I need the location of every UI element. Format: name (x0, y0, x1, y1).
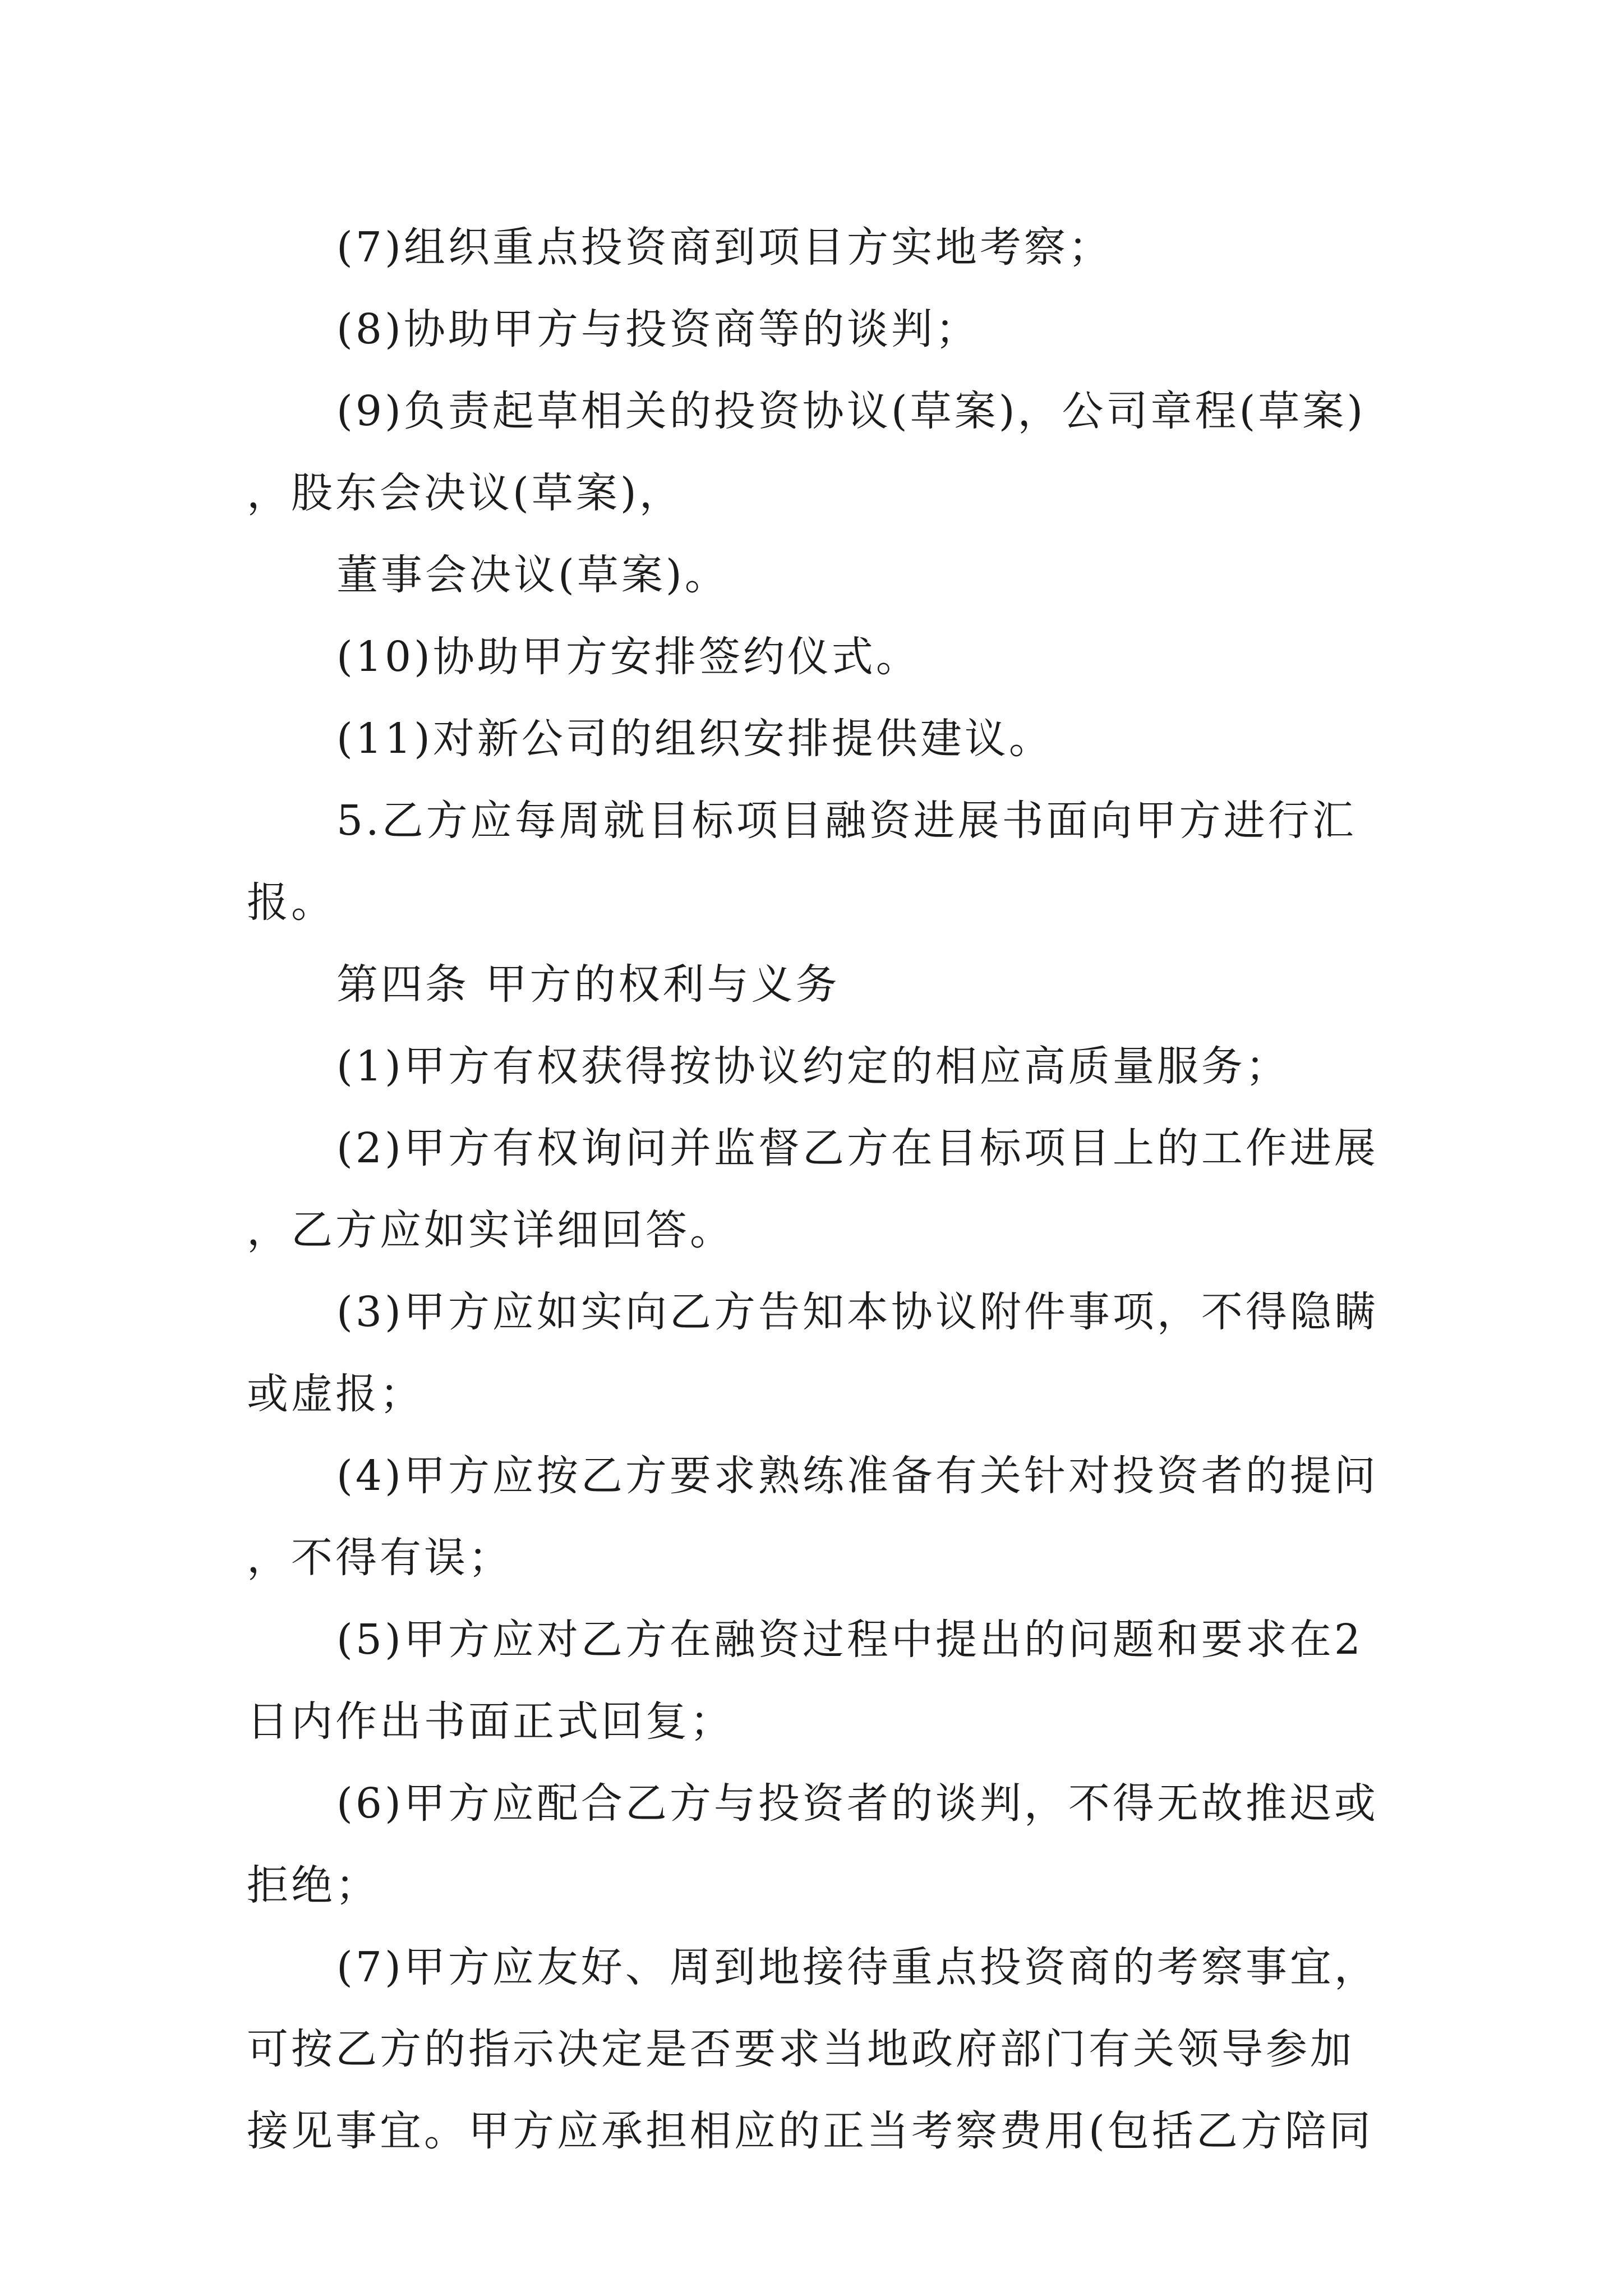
paragraph-item-11-organization: (11)对新公司的组织安排提供建议。 (336, 715, 1053, 763)
paragraph-item-9-drafting: (9)负责起草相关的投资协议(草案)，公司章程(草案)，股东会决议(草案)， (247, 387, 1366, 517)
section-heading-article-4: 第四条 甲方的权利与义务 (336, 960, 840, 1009)
paragraph-right-2-supervise: (2)甲方有权询问并监督乙方在目标项目上的工作进展，乙方应如实详细回答。 (247, 1124, 1378, 1254)
paragraph-duty-5-reply: (5)甲方应对乙方在融资过程中提出的问题和要求在2日内作出书面正式回复； (247, 1616, 1363, 1746)
paragraph-duty-7-reception: (7)甲方应友好、周到地接待重点投资商的考察事宜，可按乙方的指示决定是否要求当地政府部门有关领导参加接见事宜。甲方应承担相应的正当考察费用(包括乙方陪同 (247, 1943, 1378, 2155)
paragraph-duty-6-cooperation: (6)甲方应配合乙方与投资者的谈判，不得无故推迟或拒绝； (247, 1779, 1378, 1910)
paragraph-weekly-report: 5.乙方应每周就目标项目融资进展书面向甲方进行汇报。 (247, 797, 1357, 927)
paragraph-board-resolution: 董事会决议(草案)。 (336, 551, 729, 599)
paragraph-duty-4-preparation: (4)甲方应按乙方要求熟练准备有关针对投资者的提问，不得有误； (247, 1452, 1378, 1582)
paragraph-item-10-signing: (10)协助甲方安排签约仪式。 (336, 633, 920, 681)
paragraph-right-1-service: (1)甲方有权获得按协议约定的相应高质量服务； (336, 1042, 1290, 1091)
document-body (247, 206, 1391, 2172)
paragraph-item-7-site-visit: (7)组织重点投资商到项目方实地考察； (336, 223, 1113, 272)
paragraph-item-8-negotiation: (8)协助甲方与投资商等的谈判； (336, 305, 980, 353)
paragraph-duty-3-disclosure: (3)甲方应如实向乙方告知本协议附件事项，不得隐瞒或虚报； (247, 1288, 1378, 1418)
